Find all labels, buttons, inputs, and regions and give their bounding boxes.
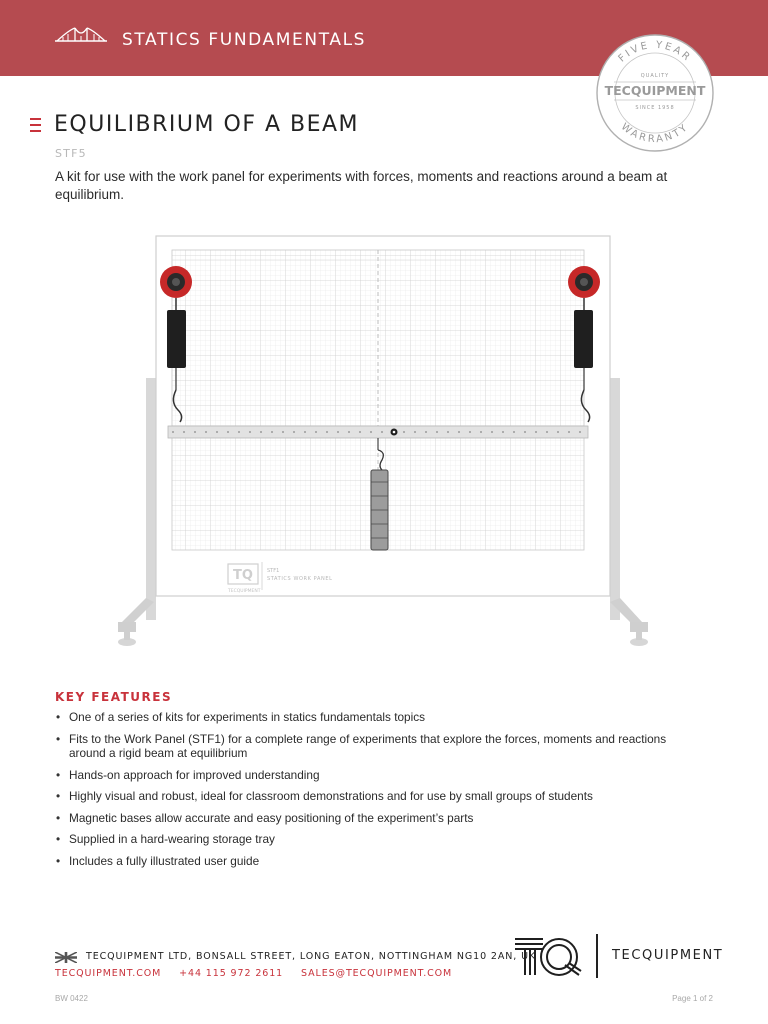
page-title: EQUILIBRIUM OF A BEAM <box>54 112 360 137</box>
warranty-top-text: FIVE YEAR <box>616 39 694 65</box>
footer-email-link[interactable]: SALES@TECQUIPMENT.COM <box>301 968 453 979</box>
intro-text: A kit for use with the work panel for experiments with forces, moments and reactions around a beam at equilibrium. <box>55 169 668 202</box>
warranty-badge <box>594 32 716 154</box>
tq-logo <box>513 935 583 977</box>
list-item: • Fits to the Work Panel (STF1) for a complete range of experiments that explore the forces, moments and reactions around a rigid beam at equilibrium <box>55 732 705 761</box>
beam <box>168 426 588 438</box>
list-item: • Hands-on approach for improved understanding <box>55 768 705 783</box>
footer-phone[interactable]: +44 115 972 2611 <box>179 968 284 979</box>
svg-text:TQ: TQ <box>233 568 253 583</box>
footer-contacts <box>55 968 466 979</box>
warranty-bottom-text: WARRANTY <box>618 121 692 146</box>
warranty-quality: QUALITY <box>640 73 670 79</box>
key-features-list <box>55 710 705 875</box>
footer-address: TECQUIPMENT LTD, BONSALL STREET, LONG EATON, NOTTINGHAM NG10 2AN, UK <box>86 951 537 962</box>
panel-code: STF1 <box>267 568 280 574</box>
key-features-heading: KEY FEATURES <box>55 690 173 704</box>
list-item: • Supplied in a hard-wearing storage tray <box>55 832 705 847</box>
product-code: STF5 <box>55 147 87 160</box>
list-item: • Highly visual and robust, ideal for classroom demonstrations and for use by small groups of students <box>55 789 705 804</box>
menu-icon <box>30 118 41 132</box>
product-illustration <box>110 230 656 660</box>
list-item: • Includes a fully illustrated user guide <box>55 854 705 869</box>
bridge-icon <box>55 24 107 50</box>
warranty-brand: TECQUIPMENT <box>604 83 706 98</box>
panel-label: STATICS WORK PANEL <box>267 576 333 582</box>
list-item: • One of a series of kits for experiments in statics fundamentals topics <box>55 710 705 725</box>
panel-brand-text: TECQUIPMENT <box>228 589 261 594</box>
list-item: • Magnetic bases allow accurate and easy positioning of the experiment’s parts <box>55 811 705 826</box>
footer-divider <box>596 934 598 978</box>
footer-website-link[interactable]: TECQUIPMENT.COM <box>55 968 162 979</box>
uk-flag-icon <box>55 952 77 963</box>
footer-brand: TECQUIPMENT <box>612 948 724 963</box>
header-section-title: STATICS FUNDAMENTALS <box>122 30 367 50</box>
warranty-since: SINCE 1958 <box>635 105 675 111</box>
document-reference: BW 0422 <box>55 994 88 1003</box>
page-number: Page 1 of 2 <box>672 994 713 1003</box>
